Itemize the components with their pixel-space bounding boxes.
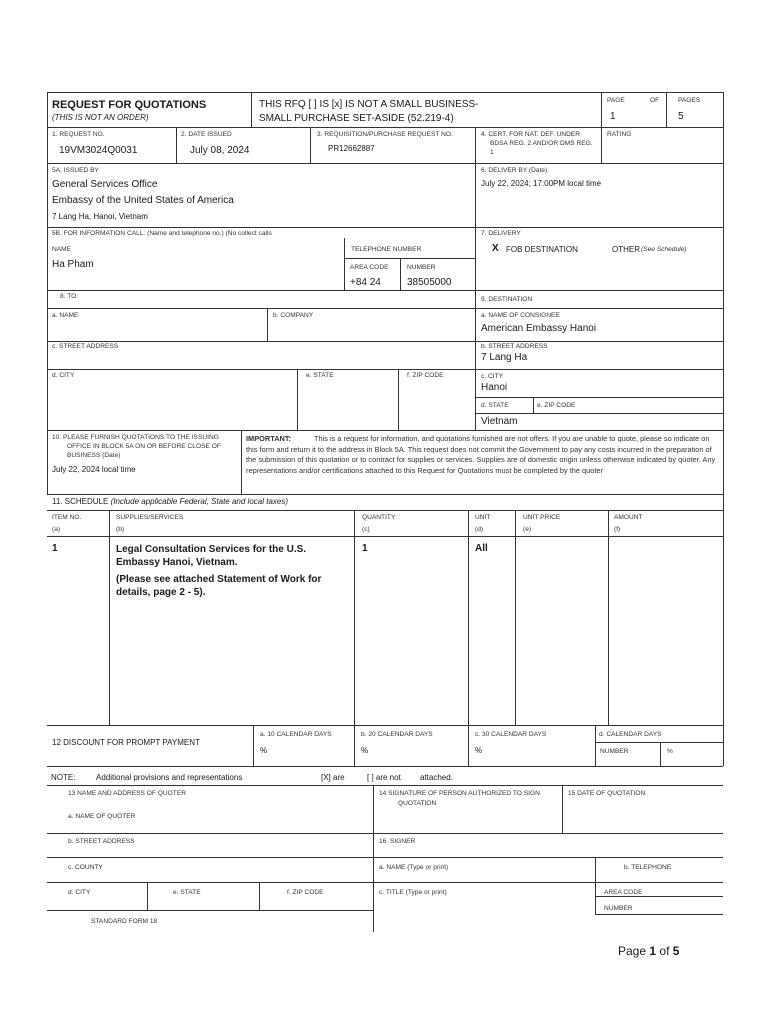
delivery-label: 7. DELIVERY bbox=[481, 230, 521, 237]
discount-20-days-pct: % bbox=[361, 746, 369, 755]
destination-street-value: 7 Lang Ha bbox=[481, 352, 528, 363]
signature-label-line-1: 14 SIGNATURE OF PERSON AUTHORIZED TO SIGN bbox=[379, 790, 540, 797]
requisition-label: 3. REQUISITION/PURCHASE REQUEST NO. bbox=[317, 131, 453, 138]
note-are-not: [ ] are not bbox=[367, 773, 401, 782]
col-quantity-sub: (c) bbox=[362, 526, 370, 533]
rule bbox=[475, 127, 476, 430]
signer-area-code-label: AREA CODE bbox=[604, 889, 643, 896]
rule bbox=[475, 397, 723, 398]
rule bbox=[251, 92, 252, 127]
area-code-label: AREA CODE bbox=[350, 264, 389, 271]
area-code-value: +84 24 bbox=[350, 277, 381, 288]
rule bbox=[47, 369, 723, 370]
rule bbox=[47, 92, 723, 93]
rule bbox=[176, 127, 177, 163]
furnish-label-line-1: 10. PLEASE FURNISH QUOTATIONS TO THE ISSUING bbox=[52, 434, 219, 441]
rule bbox=[47, 910, 373, 911]
destination-street-label: b. STREET ADDRESS bbox=[481, 343, 548, 350]
rule bbox=[253, 725, 254, 766]
rule bbox=[297, 369, 298, 430]
signer-telephone-label: b. TELEPHONE bbox=[624, 864, 672, 871]
rule bbox=[533, 397, 534, 413]
number-value: 38505000 bbox=[407, 277, 452, 288]
note-attached: attached. bbox=[420, 773, 453, 782]
furnish-label-line-3: BUSINESS (Date) bbox=[67, 452, 121, 459]
rule bbox=[344, 238, 345, 290]
schedule-title-note: (Include applicable Federal, State and local taxes) bbox=[110, 497, 288, 506]
rule bbox=[47, 163, 723, 164]
rule bbox=[666, 92, 667, 127]
quoter-street-label: b. STREET ADDRESS bbox=[68, 838, 135, 845]
to-label: 8. TO: bbox=[60, 293, 79, 300]
destination-city-value: Hanoi bbox=[481, 382, 508, 393]
signer-name-label: a. NAME (Type or print) bbox=[379, 864, 449, 871]
rule bbox=[373, 785, 374, 932]
standard-form-name: STANDARD FORM 18 bbox=[91, 918, 158, 925]
discount-10-days-pct: % bbox=[260, 746, 268, 755]
rule bbox=[47, 341, 723, 342]
note-text: Additional provisions and representations bbox=[96, 773, 243, 782]
rule bbox=[595, 725, 596, 766]
issued-by-label: 5A. ISSUED BY bbox=[52, 167, 99, 174]
consignee-value: American Embassy Hanoi bbox=[481, 323, 597, 334]
important-text: This is a request for information, and quotations furnished are not offers. If you are unable to quote, please so indicate on this form and return it to the address in Block 5A. This request does not commit the Government to pay any costs incurred in the preparation of the submission of this quotation or to contract for supplies or services. Supplies are of domestic origin unless otherwise indicated by quoter. Any representations and/or certifications attached to this Request for Quotations must be completed by the quoter bbox=[246, 434, 716, 476]
rule bbox=[109, 510, 110, 725]
item-description-2: (Please see attached Statement of Work for details, page 2 - 5). bbox=[116, 574, 322, 598]
rule bbox=[373, 833, 723, 834]
destination-city-label: c. CITY bbox=[481, 373, 503, 380]
to-zip-label: f. ZIP CODE bbox=[407, 372, 444, 379]
signature-label-line-2: QUOTATION bbox=[398, 800, 437, 807]
discount-30-days-label: c. 30 CALENDAR DAYS bbox=[475, 731, 547, 738]
rule bbox=[47, 785, 723, 786]
col-item-no-label: ITEM NO. bbox=[52, 514, 82, 521]
rule bbox=[601, 92, 602, 163]
rule bbox=[259, 882, 260, 910]
col-supplies-label: SUPPLIES/SERVICES bbox=[116, 514, 184, 521]
rfq-set-aside-line-1: THIS RFQ [ ] IS [x] IS NOT A SMALL BUSINESS- bbox=[259, 99, 479, 110]
quoter-zip-label: f. ZIP CODE bbox=[287, 889, 324, 896]
discount-number-pct: % bbox=[667, 748, 673, 755]
rule bbox=[475, 413, 723, 414]
to-street-label: c. STREET ADDRESS bbox=[52, 343, 119, 350]
rule bbox=[595, 742, 723, 743]
form-title: REQUEST FOR QUOTATIONS bbox=[52, 99, 207, 111]
telephone-label: TELEPHONE NUMBER bbox=[351, 246, 422, 253]
issued-by-line-1: General Services Office bbox=[52, 179, 158, 190]
rule bbox=[400, 258, 401, 290]
number-label: NUMBER bbox=[407, 264, 436, 271]
schedule-title bbox=[52, 498, 288, 506]
to-state-label: e. STATE bbox=[306, 372, 334, 379]
discount-20-days-label: b. 20 CALENDAR DAYS bbox=[361, 731, 433, 738]
rule bbox=[47, 290, 723, 291]
note-are: [X] are bbox=[321, 773, 345, 782]
signer-number-label: NUMBER bbox=[604, 905, 633, 912]
cert-label-line-3: 1 bbox=[490, 149, 494, 156]
destination-state-label: d. STATE bbox=[481, 402, 509, 409]
rule bbox=[47, 227, 723, 228]
discount-30-days-pct: % bbox=[475, 746, 483, 755]
rule bbox=[47, 92, 48, 494]
rfq-form bbox=[47, 92, 723, 932]
rule bbox=[660, 742, 661, 766]
rating-label: RATING bbox=[607, 131, 632, 138]
rule bbox=[595, 857, 596, 914]
rule bbox=[47, 536, 723, 537]
col-unit-label: UNIT bbox=[475, 514, 491, 521]
issued-by-line-2: Embassy of the United States of America bbox=[52, 195, 234, 206]
page-word: Page bbox=[618, 944, 647, 958]
of-label: OF bbox=[650, 97, 660, 104]
deliver-by-label: 6. DELIVER BY (Date) bbox=[481, 167, 548, 174]
rule bbox=[468, 510, 469, 766]
consignee-label: a. NAME OF CONSIGNEE bbox=[481, 312, 560, 319]
col-supplies-sub: (b) bbox=[116, 526, 125, 533]
date-issued-label: 2. DATE ISSUED bbox=[181, 131, 232, 138]
signer-label: 16. SIGNER bbox=[379, 838, 416, 845]
fob-destination: FOB DESTINATION bbox=[506, 245, 578, 254]
rule bbox=[344, 258, 475, 259]
page-current: 1 bbox=[649, 944, 657, 958]
discount-calendar-days-label: d. CALENDAR DAYS bbox=[599, 731, 662, 738]
cert-label-line-2: BDSA REG. 2 AND/OR DMS REG. bbox=[490, 140, 593, 147]
to-city-label: d. CITY bbox=[52, 372, 75, 379]
rule bbox=[47, 430, 723, 431]
rule bbox=[47, 494, 723, 495]
page-number bbox=[618, 945, 679, 957]
col-unit-sub: (d) bbox=[475, 526, 484, 533]
rfq-set-aside-line-2: SMALL PURCHASE SET-ASIDE (52.219-4) bbox=[259, 113, 454, 124]
rule bbox=[241, 430, 242, 494]
contact-name-label: NAME bbox=[52, 246, 72, 253]
discount-label: 12 DISCOUNT FOR PROMPT PAYMENT bbox=[52, 738, 200, 747]
rule bbox=[47, 725, 723, 726]
destination-label: 9. DESTINATION bbox=[481, 296, 533, 303]
destination-state-value: Vietnam bbox=[481, 416, 518, 427]
page-value: 1 bbox=[610, 111, 616, 122]
quoter-city-label: d. CITY bbox=[68, 889, 91, 896]
cert-label-line-1: 4. CERT. FOR NAT. DEF. UNDER bbox=[481, 131, 581, 138]
rule bbox=[595, 914, 723, 915]
rule bbox=[608, 510, 609, 725]
rule bbox=[723, 92, 724, 766]
rule bbox=[515, 510, 516, 725]
signer-title-label: c. TITLE (Type or print) bbox=[379, 889, 447, 896]
page-total: 5 bbox=[672, 944, 680, 958]
rule bbox=[475, 127, 723, 128]
issued-by-line-3: 7 Lang Ha, Hanoi, Vietnam bbox=[52, 212, 148, 221]
deliver-by-value: July 22, 2024; 17:00PM local time bbox=[481, 179, 602, 188]
col-unit-price-label: UNIT PRICE bbox=[523, 514, 561, 521]
contact-name-value: Ha Pham bbox=[52, 259, 94, 270]
quotation-date-label: 15 DATE OF QUOTATION bbox=[568, 790, 646, 797]
info-call-label: 5B. FOR INFORMATION CALL: (Name and telephone no.) (No collect calls bbox=[52, 230, 272, 237]
to-company-label: b. COMPANY bbox=[273, 312, 314, 319]
rule bbox=[310, 127, 311, 163]
important-heading: IMPORTANT: bbox=[246, 434, 292, 443]
delivery-other-note: (See Schedule) bbox=[641, 246, 687, 253]
request-no-value: 19VM3024Q0031 bbox=[59, 145, 138, 156]
item-description-1: Legal Consultation Services for the U.S. Embassy Hanoi, Vietnam. bbox=[116, 544, 307, 568]
rule bbox=[267, 308, 268, 341]
pages-value: 5 bbox=[678, 111, 684, 122]
rule bbox=[562, 785, 563, 833]
note-label: NOTE: bbox=[51, 773, 76, 782]
rule bbox=[354, 510, 355, 766]
rule bbox=[47, 510, 723, 511]
date-issued-value: July 08, 2024 bbox=[190, 145, 250, 156]
quoter-county-label: c. COUNTY bbox=[68, 864, 103, 871]
rule bbox=[47, 308, 723, 309]
schedule-title-text: 11. SCHEDULE bbox=[52, 497, 109, 506]
rule bbox=[147, 882, 148, 910]
form-subtitle: (THIS IS NOT AN ORDER) bbox=[52, 113, 149, 122]
col-quantity-label: QUANTITY bbox=[362, 514, 396, 521]
item-no-value: 1 bbox=[52, 543, 58, 554]
quoter-name-label: a. NAME OF QUOTER bbox=[68, 813, 136, 820]
col-unit-price-sub: (e) bbox=[523, 526, 532, 533]
page-of-word: of bbox=[659, 944, 670, 958]
page-label: PAGE bbox=[607, 97, 625, 104]
rule bbox=[47, 127, 475, 128]
discount-10-days-label: a. 10 CALENDAR DAYS bbox=[260, 731, 332, 738]
rule bbox=[47, 857, 723, 858]
col-amount-sub: (f) bbox=[614, 526, 621, 533]
destination-zip-label: e. ZIP CODE bbox=[537, 402, 576, 409]
item-unit-value: All bbox=[475, 543, 488, 554]
request-no-label: 1. REQUEST NO. bbox=[52, 131, 105, 138]
pages-label: PAGES bbox=[678, 97, 701, 104]
col-amount-label: AMOUNT bbox=[614, 514, 643, 521]
rule bbox=[47, 766, 723, 767]
quoter-state-label: e. STATE bbox=[173, 889, 201, 896]
rule bbox=[47, 833, 373, 834]
rule bbox=[398, 369, 399, 430]
quoter-label: 13 NAME AND ADDRESS OF QUOTER bbox=[68, 790, 186, 797]
furnish-date-value: July 22, 2024 local time bbox=[52, 465, 136, 474]
item-quantity-value: 1 bbox=[362, 543, 368, 554]
requisition-value: PR12662887 bbox=[328, 144, 375, 153]
discount-number-label: NUMBER bbox=[600, 748, 629, 755]
furnish-label-line-2: OFFICE IN BLOCK 5A ON OR BEFORE CLOSE OF bbox=[67, 443, 221, 450]
col-item-no-sub: (a) bbox=[52, 526, 61, 533]
delivery-check-mark: X bbox=[492, 243, 499, 254]
to-name-label: a. NAME bbox=[52, 312, 79, 319]
delivery-other: OTHER bbox=[612, 245, 640, 254]
rule bbox=[47, 882, 723, 883]
